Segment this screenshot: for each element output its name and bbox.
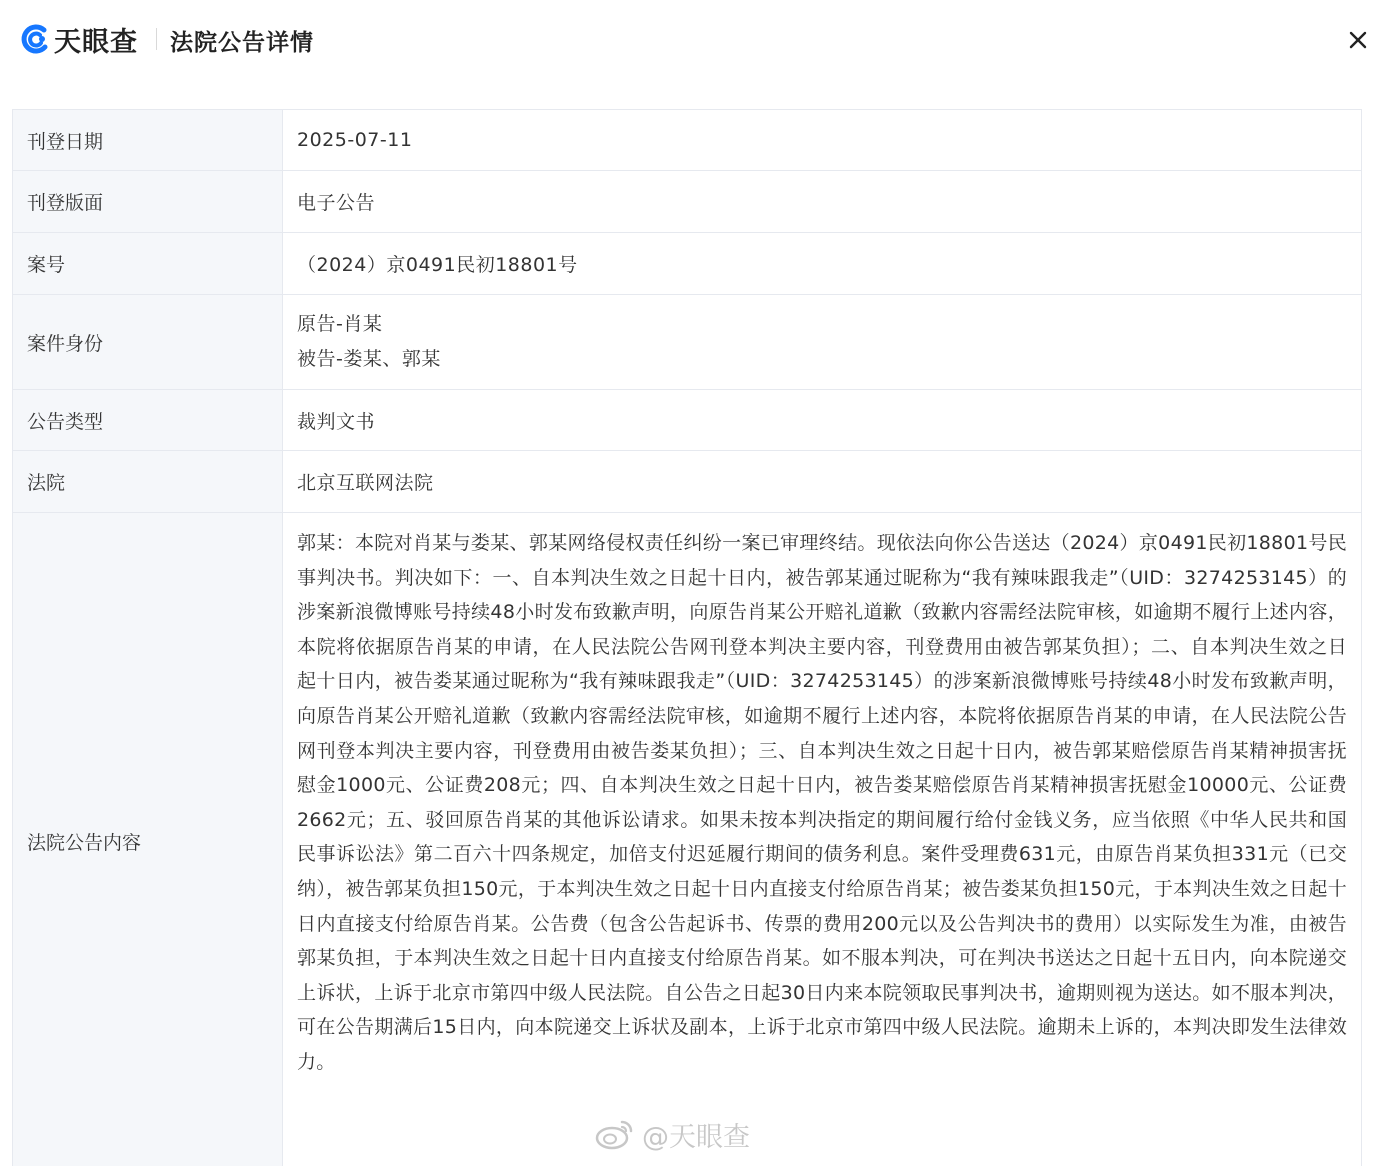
court-value: 北京互联网法院 xyxy=(297,472,434,494)
table-row-case-number xyxy=(13,233,1361,295)
publish-date-value: 2025-07-11 xyxy=(297,129,413,151)
page-title: 法院公告详情 xyxy=(170,30,314,56)
row-label: 刊登日期 xyxy=(13,110,283,170)
close-button[interactable] xyxy=(1340,22,1376,58)
table-row-publish-section xyxy=(13,171,1361,233)
announcement-detail-table xyxy=(12,109,1362,1166)
weibo-watermark xyxy=(594,1114,750,1154)
header-divider xyxy=(156,28,157,50)
case-number-value: （2024）京0491民初18801号 xyxy=(297,254,578,276)
table-row-case-parties xyxy=(13,295,1361,390)
row-label: 案件身份 xyxy=(13,295,283,389)
tianyancha-logo-icon xyxy=(18,23,50,55)
tianyancha-logo[interactable] xyxy=(18,22,138,56)
weibo-icon xyxy=(594,1117,636,1151)
publish-section-value: 电子公告 xyxy=(297,192,376,214)
logo-text: 天眼查 xyxy=(54,26,138,58)
row-label: 法院 xyxy=(13,451,283,512)
close-icon xyxy=(1349,31,1367,49)
row-label: 公告类型 xyxy=(13,390,283,450)
row-label: 案号 xyxy=(13,233,283,294)
case-parties-value xyxy=(283,295,1361,389)
table-row-court xyxy=(13,451,1361,513)
table-row-announcement-type xyxy=(13,390,1361,451)
defendant-line: 被告-娄某、郭某 xyxy=(297,348,441,370)
table-row-publish-date xyxy=(13,110,1361,171)
row-label: 刊登版面 xyxy=(13,171,283,232)
announcement-content-cell xyxy=(283,513,1361,1166)
plaintiff-line: 原告-肖某 xyxy=(297,313,383,335)
announcement-content-text: 郭某：本院对肖某与娄某、郭某网络侵权责任纠纷一案已审理终结。现依法向你公告送达（2024）京0491民初18801号民事判决书。判决如下：一、自本判决生效之日起十日内，被告郭某通过昵称为“我有辣味跟我走”（UID：3274253145）的涉案新浪微博账号持续48小时发布致歉声明，向原告肖某公开赔礼道歉（致歉内容需经法院审核，如逾期不履行上述内容，本院将依据原告肖某的申请，在人民法院公告网刊登本判决主要内容，刊登费用由被告郭某负担）；二、自本判决生效之日起十日内，被告娄某通过昵称为“我有辣味跟我走”（UID：3274253145）的涉案新浪微博账号持续48小时发布致歉声明，向原告肖某公开赔礼道歉（致歉内容需经法院审核，如逾期不履行上述内容，本院将依据原告肖某的申请，在人民法院公告网刊登本判决主要内容，刊登费用由被告娄某负担）；三、自本判决生效之日起十日内，被告郭某赔偿原告肖某精神损害抚慰金1000元、公证费208元；四、自本判决生效之日起十日内，被告娄某赔偿原告肖某精神损害抚慰金10000元、公证费2662元；五、驳回原告肖某的其他诉讼请求。如果未按本判决指定的期间履行给付金钱义务，应当依照《中华人民共和国民事诉讼法》第二百六十四条规定，加倍支付迟延履行期间的债务利息。案件受理费631元，由原告肖某负担331元（已交纳），被告郭某负担150元，于本判决生效之日起十日内直接支付给原告肖某；被告娄某负担150元，于本判决生效之日起十日内直接支付给原告肖某。公告费（包含公告起诉书、传票的费用200元以及公告判决书的费用）以实际发生为准，由被告郭某负担，于本判决生效之日起十日内直接支付给原告肖某。如不服本判决，可在判决书送达之日起十五日内，向本院递交上诉状，上诉于北京市第四中级人民法院。自公告之日起30日内来本院领取民事判决书，逾期则视为送达。如不服本判决，可在公告期满后15日内，向本院递交上诉状及副本，上诉于北京市第四中级人民法院。逾期未上诉的，本判决即发生法律效力。 xyxy=(297,532,1347,1073)
header-bar xyxy=(0,0,1380,80)
table-row-announcement-content xyxy=(13,513,1361,1166)
announcement-type-value: 裁判文书 xyxy=(297,410,376,433)
row-label: 法院公告内容 xyxy=(13,513,283,1166)
watermark-text: @天眼查 xyxy=(642,1121,750,1153)
